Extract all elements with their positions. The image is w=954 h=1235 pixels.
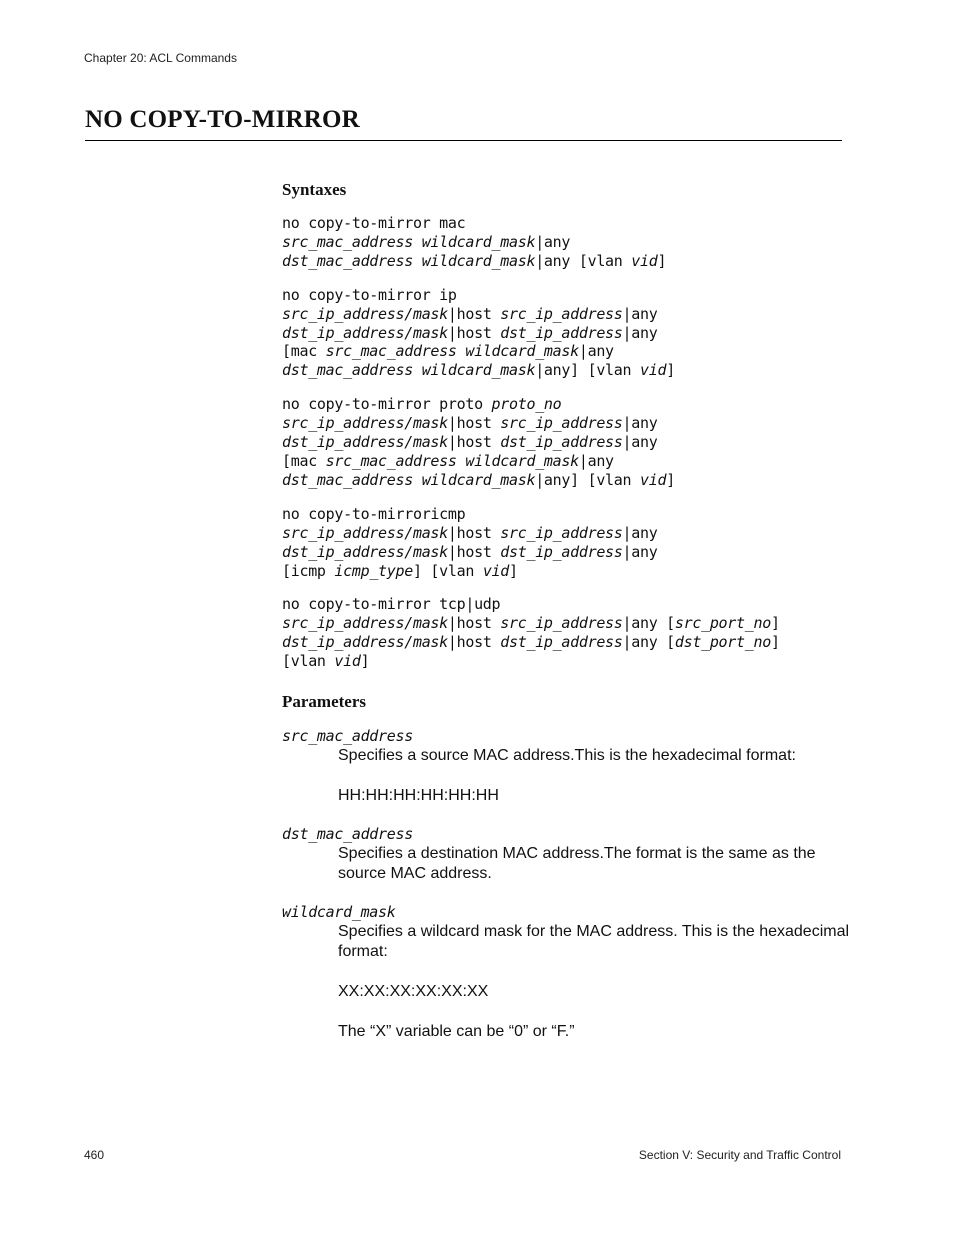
parameter-paragraph: Specifies a destination MAC address.The format is the same as the source MAC address.: [338, 845, 816, 883]
syntax-line: [282, 524, 852, 543]
syntax-line: [282, 214, 852, 233]
syntax-line: [282, 305, 852, 324]
syntax-block: [282, 395, 852, 490]
syntax-variable: dst_ip_address/mask: [282, 323, 448, 342]
main-content: [282, 180, 852, 1060]
parameter-name: wildcard_mask: [282, 903, 396, 922]
syntax-keyword: |any: [622, 414, 658, 433]
parameter-item: [282, 902, 852, 1042]
syntax-keyword: ]: [770, 614, 780, 633]
syntax-keyword: |host: [447, 614, 501, 633]
syntax-variable: src_ip_address/mask: [282, 614, 448, 633]
syntax-keyword: |any: [622, 542, 658, 561]
syntax-variable: icmp_type: [334, 561, 413, 580]
syntax-keyword: |any: [578, 342, 614, 361]
page-number: 460: [84, 1148, 105, 1162]
syntax-line: [282, 562, 852, 581]
syntax-line: [282, 324, 852, 343]
parameter-list: [282, 726, 852, 1042]
syntax-keyword: |host: [447, 304, 501, 323]
syntax-keyword: |host: [447, 323, 501, 342]
syntax-variable: src_ip_address/mask: [282, 304, 448, 323]
syntax-keyword: |host: [447, 633, 501, 652]
syntax-line: [282, 652, 852, 671]
syntax-variable: dst_ip_address: [500, 433, 623, 452]
syntax-variable: dst_ip_address: [500, 633, 623, 652]
parameter-description: [338, 844, 852, 884]
syntax-keyword: |any: [622, 523, 658, 542]
syntax-line: [282, 342, 852, 361]
syntax-keyword: |any [vlan: [535, 251, 632, 270]
syntax-keyword: ]: [666, 361, 675, 380]
parameter-item: [282, 824, 852, 884]
parameter-paragraph: XX:XX:XX:XX:XX:XX: [338, 983, 489, 1001]
syntax-line: [282, 286, 852, 305]
syntax-keyword: no copy-to-mirror proto: [282, 395, 492, 414]
syntax-line: [282, 395, 852, 414]
paragraph-gap: [338, 1002, 852, 1022]
footer-section: Section V: Security and Traffic Control: [638, 1148, 841, 1162]
syntax-variable: vid: [639, 361, 667, 380]
syntax-keyword: |any] [vlan: [535, 361, 640, 380]
syntax-keyword: |any: [622, 304, 658, 323]
syntax-variable: src_ip_address: [500, 304, 623, 323]
syntax-keyword: ]: [509, 561, 518, 580]
parameter-paragraph: Specifies a source MAC address.This is the hexadecimal format:: [338, 747, 796, 765]
syntax-variable: src_ip_address: [500, 614, 623, 633]
syntax-line: [282, 471, 852, 490]
syntax-keyword: |any: [622, 433, 658, 452]
page-title: NO COPY-TO-MIRROR: [85, 106, 360, 133]
syntax-variable: proto_no: [491, 395, 562, 414]
syntax-variable: dst_ip_address/mask: [282, 433, 448, 452]
syntax-line: [282, 361, 852, 380]
syntax-variable: src_ip_address: [500, 414, 623, 433]
syntax-list: [282, 214, 852, 671]
parameter-name: dst_mac_address: [282, 825, 413, 844]
syntax-line: [282, 452, 852, 471]
syntax-variable: dst_mac_address wildcard_mask: [282, 251, 536, 270]
syntax-variable: dst_mac_address wildcard_mask: [282, 470, 536, 489]
syntax-variable: src_ip_address/mask: [282, 523, 448, 542]
syntax-variable: dst_ip_address/mask: [282, 633, 448, 652]
parameter-paragraph: Specifies a wildcard mask for the MAC address. This is the hexadecimal format:: [338, 923, 850, 961]
syntax-block: [282, 214, 852, 271]
syntax-variable: vid: [631, 251, 658, 270]
syntax-keyword: [vlan: [282, 652, 335, 671]
syntax-keyword: ] [vlan: [412, 561, 483, 580]
syntax-block: [282, 505, 852, 581]
syntax-keyword: no copy-to-mirroricmp: [282, 504, 466, 523]
paragraph-gap: [338, 962, 852, 982]
paragraph-gap: [338, 766, 852, 786]
syntax-keyword: [mac: [282, 451, 326, 470]
syntax-line: [282, 614, 852, 633]
parameter-paragraph: HH:HH:HH:HH:HH:HH: [338, 787, 499, 805]
syntax-variable: vid: [482, 561, 510, 580]
syntax-keyword: |any: [578, 451, 614, 470]
syntax-variable: src_mac_address wildcard_mask: [325, 451, 579, 470]
syntax-line: [282, 505, 852, 524]
syntax-keyword: no copy-to-mirror mac: [282, 214, 466, 232]
syntax-variable: vid: [639, 470, 667, 489]
syntax-keyword: ]: [657, 251, 667, 270]
syntax-variable: dst_port_no: [674, 633, 771, 652]
chapter-header: Chapter 20: ACL Commands: [84, 51, 237, 65]
syntax-keyword: ]: [770, 633, 780, 652]
syntax-keyword: [mac: [282, 342, 326, 361]
syntax-variable: src_mac_address wildcard_mask: [325, 342, 579, 361]
syntax-keyword: |host: [447, 542, 501, 561]
syntax-line: [282, 233, 852, 252]
parameter-description: [338, 922, 852, 1042]
syntax-keyword: |any: [622, 323, 658, 342]
syntax-line: [282, 633, 852, 652]
syntax-keyword: ]: [360, 652, 370, 671]
syntax-keyword: [icmp: [282, 561, 335, 580]
syntax-block: [282, 595, 852, 671]
syntax-keyword: |any [: [622, 633, 675, 652]
parameter-description: [338, 746, 852, 806]
syntax-keyword: |any [: [622, 614, 675, 633]
syntax-variable: src_mac_address wildcard_mask: [282, 232, 536, 251]
syntax-keyword: |any: [535, 232, 571, 251]
syntax-keyword: |host: [447, 433, 501, 452]
syntax-line: [282, 252, 852, 271]
parameters-heading: Parameters: [282, 692, 367, 712]
syntax-line: [282, 543, 852, 562]
syntax-keyword: |any] [vlan: [535, 470, 640, 489]
syntax-variable: dst_ip_address: [500, 542, 623, 561]
parameter-paragraph: The “X” variable can be “0” or “F.”: [338, 1023, 575, 1041]
syntax-variable: dst_ip_address/mask: [282, 542, 448, 561]
syntax-line: [282, 414, 852, 433]
parameters-section: [282, 692, 852, 1042]
syntax-keyword: no copy-to-mirror ip: [282, 285, 457, 304]
syntax-block: [282, 286, 852, 381]
syntax-keyword: |host: [447, 414, 501, 433]
syntax-variable: vid: [334, 652, 361, 671]
syntax-variable: dst_ip_address: [500, 323, 623, 342]
syntax-variable: src_port_no: [674, 614, 771, 633]
syntax-variable: src_ip_address/mask: [282, 414, 448, 433]
syntax-line: [282, 595, 852, 614]
syntax-keyword: no copy-to-mirror tcp|udp: [282, 595, 501, 614]
parameter-item: [282, 726, 852, 806]
syntaxes-heading: Syntaxes: [282, 180, 347, 199]
title-rule: [85, 140, 842, 141]
syntax-keyword: |host: [447, 523, 501, 542]
syntax-line: [282, 433, 852, 452]
syntax-variable: src_ip_address: [500, 523, 623, 542]
syntax-keyword: ]: [666, 470, 675, 489]
syntax-variable: dst_mac_address wildcard_mask: [282, 361, 536, 380]
parameter-name: src_mac_address: [282, 727, 413, 746]
